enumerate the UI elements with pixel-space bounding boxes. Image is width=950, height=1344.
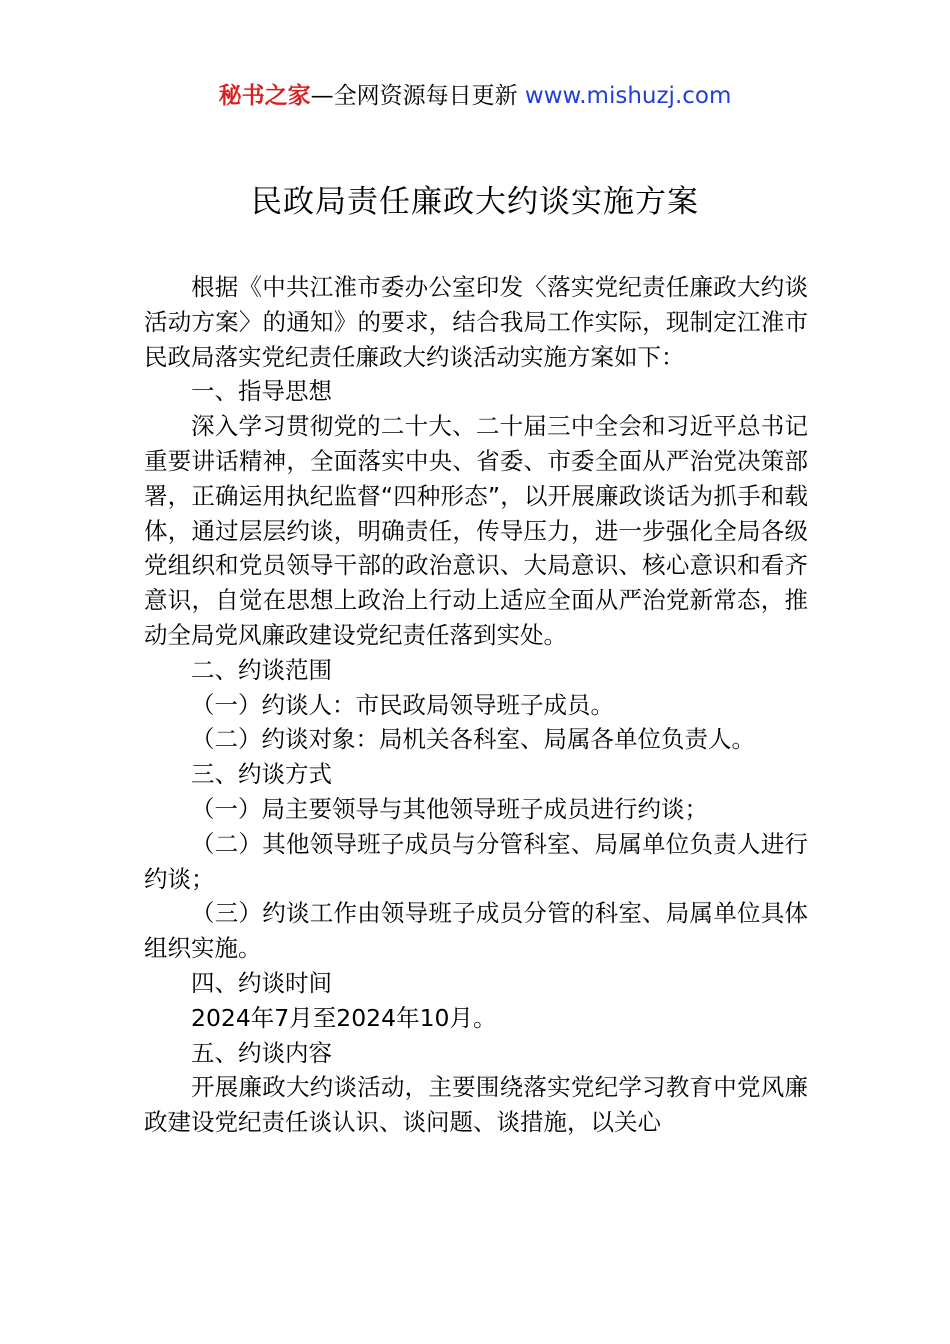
site-header — [0, 80, 950, 112]
paragraph-method-1: （一）局主要领导与其他领导班子成员进行约谈； — [191, 794, 708, 823]
paragraph-content: 开展廉政大约谈活动，主要围绕落实党纪学习教育中党风廉政建设党纪责任谈认识、谈问题、谈措施，以关心 — [144, 1073, 808, 1137]
heading-method: 三、约谈方式 — [191, 760, 332, 789]
paragraph-time: 2024年7月至2024年10月。 — [191, 1003, 497, 1032]
document-body — [144, 270, 808, 1140]
paragraph-scope-target: （二）约谈对象：局机关各科室、局属各单位负责人。 — [191, 725, 755, 754]
site-slogan: —全网资源每日更新 — [310, 83, 525, 109]
heading-time: 四、约谈时间 — [191, 968, 332, 997]
heading-scope: 二、约谈范围 — [191, 655, 332, 684]
document-title: 民政局责任廉政大约谈实施方案 — [251, 184, 699, 220]
paragraph-method-2: （二）其他领导班子成员与分管科室、局属单位负责人进行约谈； — [144, 829, 808, 893]
site-url-link[interactable]: www.mishuzj.com — [524, 83, 732, 109]
heading-guiding-thought: 一、指导思想 — [191, 377, 332, 406]
paragraph-intro: 根据《中共江淮市委办公室印发〈落实党纪责任廉政大约谈活动方案〉的通知》的要求，结合我局工作实际，现制定江淮市民政局落实党纪责任廉政大约谈活动实施方案如下： — [144, 273, 808, 371]
site-brand: 秘书之家 — [218, 83, 311, 109]
heading-content: 五、约谈内容 — [191, 1038, 332, 1067]
paragraph-guiding-thought: 深入学习贯彻党的二十大、二十届三中全会和习近平总书记重要讲话精神，全面落实中央、省委、市委全面从严治党决策部署，正确运用执纪监督“四种形态”，以开展廉政谈话为抓手和载体，通过层层约谈，明确责任，传导压力，进一步强化全局各级党组织和党员领导干部的政治意识、大局意识、核心意识和看齐意识，自觉在思想上政治上行动上适应全面从严治党新常态，推动全局党风廉政建设党纪责任落到实处。 — [144, 412, 808, 649]
paragraph-scope-interviewer: （一）约谈人：市民政局领导班子成员。 — [191, 690, 614, 719]
paragraph-method-3: （三）约谈工作由领导班子成员分管的科室、局属单位具体组织实施。 — [144, 899, 808, 963]
